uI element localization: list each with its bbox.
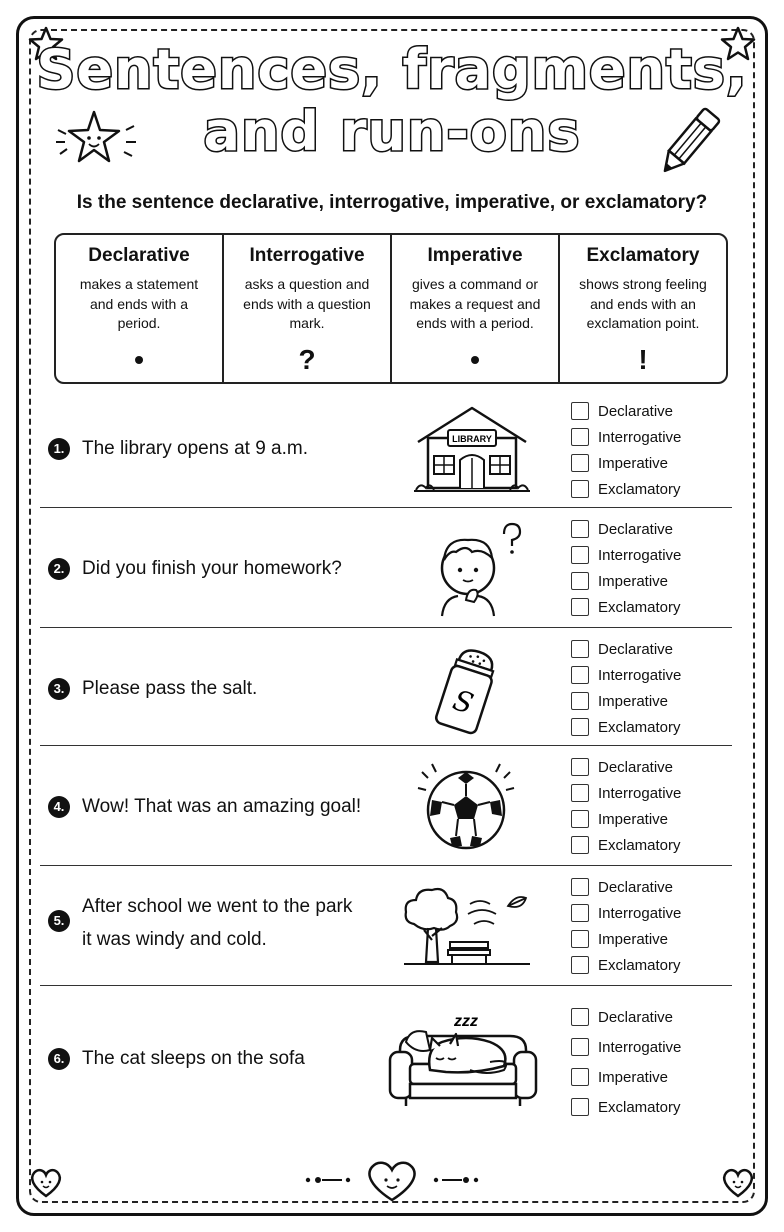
salt-shaker-icon [432, 642, 502, 738]
choice-interrogative[interactable]: Interrogative [571, 900, 681, 926]
checkbox[interactable] [571, 428, 589, 446]
type-description: shows strong feeling and ends with an exclamation point. [579, 276, 707, 331]
choice-interrogative[interactable]: Interrogative [571, 662, 681, 688]
choice-declarative[interactable]: Declarative [571, 754, 681, 780]
sentence-types-table [54, 233, 728, 384]
type-imperative [392, 235, 560, 382]
choice-imperative[interactable]: Imperative [571, 568, 681, 594]
answer-choices [571, 636, 681, 740]
choice-declarative[interactable]: Declarative [571, 636, 681, 662]
worksheet-title-line1: Sentences, fragments, [36, 38, 748, 101]
checkbox[interactable] [571, 878, 589, 896]
choice-imperative[interactable]: Imperative [571, 450, 681, 476]
checkbox[interactable] [571, 1068, 589, 1086]
type-description: gives a command or makes a request and ends with a period. [409, 276, 541, 331]
type-description: makes a statement and ends with a period. [79, 276, 199, 331]
choice-exclamatory[interactable]: Exclamatory [571, 832, 681, 858]
choice-imperative[interactable]: Imperative [571, 806, 681, 832]
choice-declarative[interactable]: Declarative [571, 516, 681, 542]
checkbox[interactable] [571, 480, 589, 498]
pencil-icon [650, 100, 730, 182]
item-number: 2. [48, 558, 70, 580]
item-number: 6. [48, 1048, 70, 1070]
exclamation-mark: ! [638, 344, 648, 375]
checkbox[interactable] [571, 546, 589, 564]
checkbox[interactable] [571, 1038, 589, 1056]
question-row-1 [40, 390, 732, 508]
sentence-line-1: After school we went to the park [82, 896, 353, 917]
zzz-text: zzz [454, 1013, 478, 1030]
answer-choices [571, 398, 681, 502]
instructions-question: Is the sentence declarative, interrogative, imperative, or exclamatory? [76, 192, 708, 213]
choice-interrogative[interactable]: Interrogative [571, 1032, 681, 1062]
question-row-3 [40, 628, 732, 746]
sentence-text: Wow! That was an amazing goal! [82, 796, 362, 817]
choice-exclamatory[interactable]: Exclamatory [571, 1092, 681, 1122]
choice-exclamatory[interactable]: Exclamatory [571, 594, 681, 620]
checkbox[interactable] [571, 666, 589, 684]
sentence-text: The cat sleeps on the sofa [82, 1048, 305, 1069]
period-mark: • [134, 344, 144, 375]
choice-imperative[interactable]: Imperative [571, 926, 681, 952]
type-name: Declarative [88, 245, 190, 266]
answer-choices [571, 516, 681, 620]
choice-exclamatory[interactable]: Exclamatory [571, 952, 681, 978]
choice-exclamatory[interactable]: Exclamatory [571, 476, 681, 502]
type-name: Interrogative [249, 245, 365, 266]
question-row-5 [40, 866, 732, 986]
sentence-text: Please pass the salt. [82, 678, 258, 699]
checkbox[interactable] [571, 1008, 589, 1026]
checkbox[interactable] [571, 758, 589, 776]
library-building-icon [410, 402, 534, 494]
checkbox[interactable] [571, 598, 589, 616]
question-mark: ? [298, 344, 316, 375]
answer-choices [571, 874, 681, 978]
checkbox[interactable] [571, 930, 589, 948]
checkbox[interactable] [571, 454, 589, 472]
checkbox[interactable] [571, 640, 589, 658]
period-mark: • [470, 344, 480, 375]
checkbox[interactable] [571, 718, 589, 736]
type-interrogative [224, 235, 392, 382]
choice-declarative[interactable]: Declarative [571, 874, 681, 900]
choice-imperative[interactable]: Imperative [571, 688, 681, 714]
type-declarative [56, 235, 224, 382]
type-exclamatory [560, 235, 726, 382]
checkbox[interactable] [571, 402, 589, 420]
checkbox[interactable] [571, 784, 589, 802]
question-row-4 [40, 746, 732, 866]
footer-heart-ornament [0, 1152, 784, 1208]
type-description: asks a question and ends with a question mark. [243, 276, 371, 331]
sentence-text [82, 890, 352, 956]
answer-choices [571, 1002, 681, 1122]
checkbox[interactable] [571, 836, 589, 854]
type-name: Imperative [427, 245, 523, 266]
checkbox[interactable] [571, 572, 589, 590]
item-number: 5. [48, 910, 70, 932]
question-row-6 [40, 986, 732, 1126]
choice-interrogative[interactable]: Interrogative [571, 424, 681, 450]
checkbox[interactable] [571, 692, 589, 710]
choice-interrogative[interactable]: Interrogative [571, 780, 681, 806]
choice-interrogative[interactable]: Interrogative [571, 542, 681, 568]
sleeping-cat-sofa-icon [386, 1000, 540, 1110]
sentence-text: Did you finish your homework? [82, 558, 342, 579]
library-sign: LIBRARY [452, 434, 492, 444]
answer-choices [571, 754, 681, 858]
item-number: 1. [48, 438, 70, 460]
park-tree-bench-icon [400, 884, 534, 968]
sentence-line-2: it was windy and cold. [82, 929, 267, 950]
checkbox[interactable] [571, 810, 589, 828]
checkbox[interactable] [571, 520, 589, 538]
choice-declarative[interactable]: Declarative [571, 398, 681, 424]
choice-declarative[interactable]: Declarative [571, 1002, 681, 1032]
choice-imperative[interactable]: Imperative [571, 1062, 681, 1092]
soccer-ball-icon [416, 760, 516, 856]
choice-exclamatory[interactable]: Exclamatory [571, 714, 681, 740]
sentence-text: The library opens at 9 a.m. [82, 438, 308, 459]
question-row-2 [40, 508, 732, 628]
salt-letter: S [448, 683, 478, 721]
worksheet-title-line2: and run-ons [203, 100, 581, 163]
item-number: 4. [48, 796, 70, 818]
checkbox[interactable] [571, 904, 589, 922]
smiling-star-icon [50, 104, 138, 174]
item-number: 3. [48, 678, 70, 700]
thinking-boy-icon [426, 518, 526, 618]
checkbox[interactable] [571, 956, 589, 974]
checkbox[interactable] [571, 1098, 589, 1116]
type-name: Exclamatory [586, 245, 700, 266]
